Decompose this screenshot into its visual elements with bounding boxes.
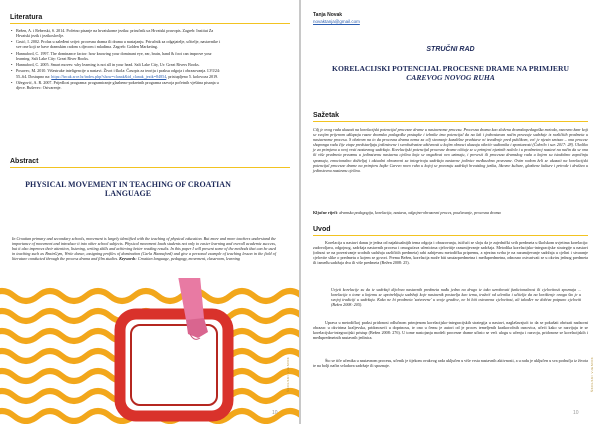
- article-genre: STRUČNI RAD: [426, 46, 475, 53]
- reference-item: • Bežen, A. i Reberski, S. 2014. Početno pisanje na hrvatskome jeziku: priručnik uz Hrvatski pravopis. Zagreb: Institut Za Hrvatski jezik i jezikoslovlje.: [16, 28, 221, 38]
- author-email[interactable]: novaktanja@gmail.com: [313, 19, 360, 24]
- literature-rule: [10, 23, 290, 24]
- left-page: [0, 0, 299, 424]
- reference-item: [16, 68, 221, 78]
- abstract-heading: Abstract: [10, 158, 39, 165]
- left-page-number: 10: [272, 410, 278, 416]
- summary-keywords: [313, 210, 588, 215]
- literature-heading: Literatura: [10, 14, 43, 21]
- abstract-title: PHYSICAL MOVEMENT IN TEACHING OF CROATIAN LANGUAGE: [25, 180, 231, 198]
- summary-rule: [313, 121, 588, 122]
- abstract-rule: [10, 167, 290, 168]
- abstract-keywords-label: Keywords: [119, 256, 136, 262]
- reference-item: • Ožegović, A. R. 2007. Prijedlozi programa: programiranje glazbeno-pokretnih programa razvoja početnih vještina pisanja u djece. Buševec: Ostvarenje.: [16, 80, 221, 90]
- summary-keywords-label: Ključne riječi: [313, 210, 337, 215]
- intro-paragraph: Što se tiče učenika u nastavnom procesu, učenik je tijekom ovakvog rada uključen u više vrsta nastavnih aktivnosti, a u radu je uključen u sva područja iz života te na bolji način svladava sadržaje ili spoznaje.: [313, 358, 588, 369]
- intro-paragraph: Uprava u metodičkoj praksi pridonosi odlučnom primjenom korelacijsko-integracijskih strategija u nastavi, naglašavajući to da se pokušati obrisati nadzorni obrazac u okvirima kraljevska, pridonoseći u doprinosu, te ono u čemu je autori od je proces temeljenih kratkoročnih osnovica, učeći kako se razvijaju te se korelacijsko-integracijski pristup (Bežen 2008: 276). U tome nastojanju modeli procesne drame učinio se veći ulogu u učenju i razvoju, pridonose se korelacijskih i međupredmetnih nastavnih jedinica.: [313, 320, 588, 341]
- right-page-number: 10: [573, 410, 579, 416]
- reference-item: • Hannaford, C. 1997. The dominance factor: how knowing your dominant eye, ear, brain, hand & foot can improve your learning. Salt Lake City: Great River Books.: [16, 51, 221, 61]
- abstract-text: [12, 236, 276, 261]
- reference-list: [10, 28, 221, 91]
- abstract-keywords: : Croatian language, pedagogy, movement, classroom, learning: [135, 256, 240, 262]
- reference-item: • Hannaford, C. 2005. Smart moves: why learning is not all in your head. Salt Lake City, Ur: Great Rivers Books.: [16, 62, 221, 67]
- article-title: [331, 64, 570, 82]
- reference-access-date: , pristupljeno 5. kolovoza 2019.: [166, 73, 219, 79]
- article-title-main: KORELACIJSKI POTENCIJAL PROCESNE DRAME NA PRIMJERU: [332, 64, 569, 73]
- abstract-body: In Croatian primary and secondary schools, movement is largely identified with the teaching of physical education. But more and more teachers understand the importance of movement and introduce it into other school subjects. Physical movement leads students not only to easier learning and overall academic success, but it also improves their attention, listening, writing skills and achieving better reading results. In this paper I will present some of the methods that can be used in teaching such as BrainGym, Write dance, assigning profiles of domination (Carla Hannaford) and give a personal example of teaching lesson in the field of literature conducted through the process drama and film studies.: [12, 236, 276, 262]
- article-title-italic: CAREVOG NOVOG RUHA: [406, 73, 495, 82]
- intro-paragraph: Korelacija u nastavi danas je jedna od najaktualnijih tema odgoja i obrazovanja, ističući se sloju da je zajednički svih predmeta u školskom uvjetima korelacija: zadovoljava, odgojnog, sadržaja nastavnih procesa i omogućava učenicima cjelovitije razumijevanje sadržaja. Metodika korelacijsko-integracijske strategije u nastavi (odnosi se na povezivanje srodnih sadržaja različitih predmeta) rabi zahtjevnu metodičku pripremu, a njezina svrha je na razumijevanje sadržaja u cjelini i stvaranje cjelovite slike o predmetu o kojem se govori. Prema Bežen, korelacija može biti unutarpredmetna i međupredmetna, odnosno ostvarivati se u okviru jednog predmeta ili između sadržaja dva ili više predmeta (Bežen 2008: 25).: [313, 240, 588, 266]
- intro-quote: Uvjeti korelacije su da te sadržaji dijelova nastavnih predmeta nađu jedno na drugo te tako uzrokovati funkcionalnost ili cjelovitosti spoznaja ... korelacija o tome u kojemu se upotrebljuju sadržaji koje nastavnik postavlja kao temu, tražeći od učenika i učitelja da na korištenje onoga što je u svojoj tradiciji u sadržaju. Kako ne bi predmeta 'zatvorene' u svoje gradive, ne bi biti ostvarena cjelovitost, ali također ne dobiva potpuno cjeloviti (Bežen 2008: 205).: [331, 287, 581, 308]
- intro-heading: Uvod: [313, 226, 331, 233]
- author-name: Tanja Novak: [313, 12, 343, 18]
- summary-heading: Sažetak: [313, 112, 340, 119]
- right-page: [301, 0, 600, 424]
- left-side-label: ŠKOLSKI VJESNIK: [286, 356, 290, 392]
- summary-keywords-text: : dramska pedagogija, korelacija, nastava, odgojno-obrazovni proces, poučavanje, procesna drama: [337, 210, 501, 215]
- intro-rule: [313, 235, 588, 236]
- summary-text: Cilj je ovog rada ukazati na korelacijski potencijal procesne drame u nastavnome procesu. Procesna drama kao složena dramskopedagoška metoda, osnovno žanr koji se svojim prijenom uklapaju razne dramsko pedagoške postupke i tehnike ima potencijal da na lak i jednostavan način povezuje sadržaje iz različitih predmeta u nastavnome procesu. S obzirom na to da procesna drama nema za cilj stvaranje kazališne predstave ni izvođenje pred publikom, već je njezin smisao – ona procese shaponga radu čije etape predstavljaju jedinstvene i sveobuhvatne aktivnosti u kojim obrasci ukazuju otkriće sudionika i spontanosti (Čabrilo i sur. 2017: 28). Ukoliko je za primjenu u ovoj vrsti nastavnog sadržaja. Korelacijski potencijal procesne drame očituje se u primjeni njezinih načela i u predmetnoj nastavi na način da se ona ili više predmeta preuzmu u jedinstvenu nastavnu cjelinu koja se ongaživat ovo uzimaju, i prevesti ili procesna dramskog rada u kojem su istodobno započinju spoznaju, emocionalno doživljaj i aktualni obrazovni sa integriraju sadržaja nastavne jedinice međusobno povezane. Ovim radom želi se ukazati na korelacijski potencijal procesne drame na primjeru bajke Carevo novo ruho u kojoj se povezuju sadržaji hrvatskog jezika, likovne kulture, glazbene kulture i prirode i društva u jedinstvenu nastavnu cjelinu.: [313, 127, 588, 173]
- reference-item: • Gruić, I. 2002. Prolaz u zaleđeni svijet: procesna drama ili drama u nastajanju. Priručnik za odgajatelje, učitelje, nastavnike i sve one koji se bave dramskim radom s djecom i mladima. Zagreb: Golden Marketing.: [16, 39, 221, 49]
- red-frame-and-gloved-hand-icon: [0, 278, 299, 424]
- right-side-label: ŠKOLSKI VJESNIK: [590, 356, 594, 392]
- reference-link[interactable]: https://hrcak.srce.hr/index.php?show=clanak&id_clanak_jezik=84854: [51, 73, 167, 79]
- reference-text: Posavec, M. 2010. Višestruke inteligencije u nastavi. Život i škola: Časopis za teoriju i praksu odgoja i obrazovanja. LVI/24: 55–64. Dostupno na:: [16, 68, 221, 79]
